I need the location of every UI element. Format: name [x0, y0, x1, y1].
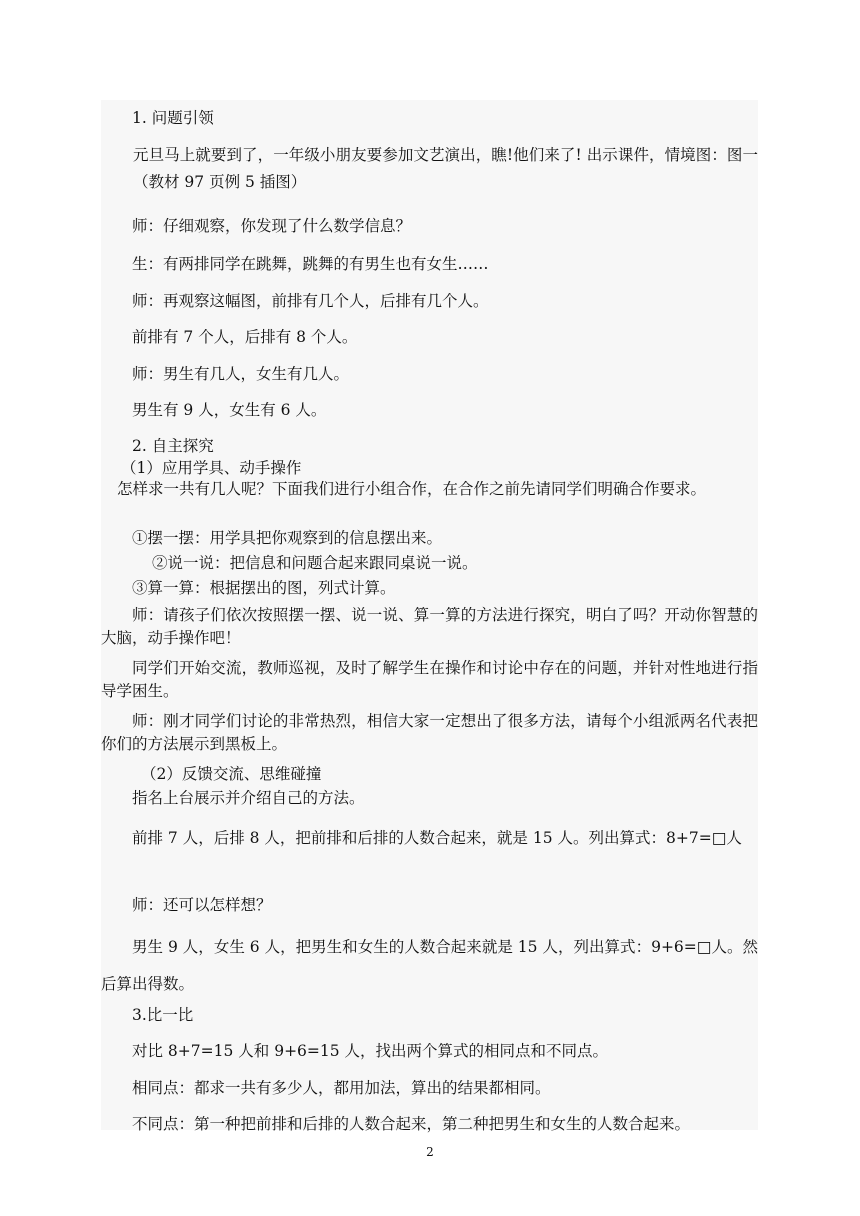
paragraph-cooperation: 怎样求一共有几人呢？下面我们进行小组合作，在合作之前先请同学们明确合作要求。: [117, 480, 707, 498]
paragraph-method-1: 前排 7 人，后排 8 人，把前排和后排的人数合起来，就是 15 人。列出算式：8+7=□人: [132, 829, 742, 847]
paragraph-teacher-6: 师：还可以怎样想？: [132, 896, 272, 914]
paragraph-difference: 不同点：第一种把前排和后排的人数合起来，第二种把男生和女生的人数合起来。: [132, 1115, 691, 1133]
paragraph-present: 指名上台展示并介绍自己的方法。: [132, 789, 365, 807]
paragraph-teacher-3: 师：男生有几人，女生有几人。: [132, 365, 350, 383]
paragraph-teacher-2: 师：再观察这幅图，前排有几个人，后排有几个人。: [132, 292, 489, 310]
paragraph-answer-2: 男生有 9 人，女生有 6 人。: [132, 401, 327, 419]
paragraph-answer-1: 前排有 7 个人，后排有 8 个人。: [132, 328, 358, 346]
paragraph-method-2: 男生 9 人，女生 6 人，把男生和女生的人数合起来就是 15 人，列出算式：9+6=□人。然后算出得数。: [101, 938, 758, 993]
paragraph-teacher-4: 师：请孩子们依次按照摆一摆、说一说、算一算的方法进行探究，明白了吗？开动你智慧的大脑，动手操作吧！: [101, 606, 758, 647]
paragraph-compare: 对比 8+7=15 人和 9+6=15 人，找出两个算式的相同点和不同点。: [132, 1042, 609, 1060]
paragraph-intro: 元旦马上就要到了，一年级小朋友要参加文艺演出，瞧!他们来了! 出示课件，情境图：图一（教材 97 页例 5 插图）: [133, 146, 758, 191]
list-item-calculate: ③算一算：根据摆出的图，列式计算。: [132, 579, 396, 597]
heading-problem-lead: 1. 问题引领: [132, 109, 214, 127]
paragraph-student-1: 生：有两排同学在跳舞，跳舞的有男生也有女生……: [132, 255, 489, 273]
paragraph-similarity: 相同点：都求一共有多少人，都用加法，算出的结果都相同。: [132, 1079, 551, 1097]
paragraph-teacher-1: 师：仔细观察，你发现了什么数学信息？: [132, 217, 412, 235]
paragraph-teacher-5: 师：刚才同学们讨论的非常热烈，相信大家一定想出了很多方法，请每个小组派两名代表把你们的方法展示到黑板上。: [101, 712, 758, 753]
page-number: 2: [426, 1145, 434, 1159]
heading-compare: 3.比一比: [132, 1006, 194, 1024]
subheading-feedback: （2）反馈交流、思维碰撞: [141, 765, 322, 783]
list-item-arrange: ①摆一摆：用学具把你观察到的信息摆出来。: [132, 529, 443, 547]
paragraph-exchange: 同学们开始交流，教师巡视，及时了解学生在操作和讨论中存在的问题，并针对性地进行指导学困生。: [101, 659, 758, 700]
subheading-tools: （1）应用学具、动手操作: [121, 459, 302, 477]
heading-self-explore: 2. 自主探究: [132, 437, 214, 455]
list-item-speak: ②说一说：把信息和问题合起来跟同桌说一说。: [152, 554, 478, 572]
